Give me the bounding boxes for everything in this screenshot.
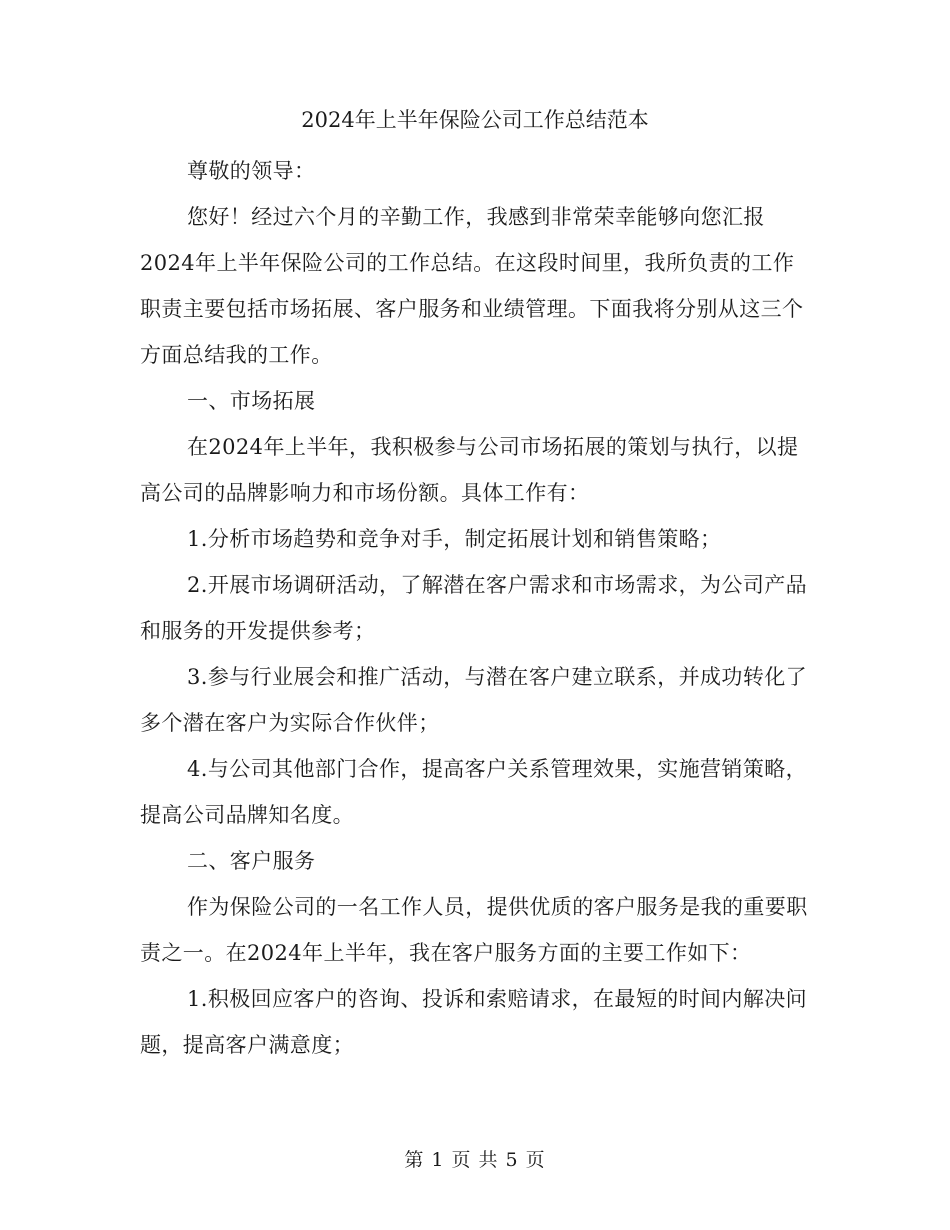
service-item-1: 1.积极回应客户的咨询、投诉和索赔请求，在最短的时间内解决问题，提高客户满意度； <box>140 987 808 1057</box>
page-number-footer: 第 1 页 共 5 页 <box>404 1149 546 1171</box>
service-paragraph: 作为保险公司的一名工作人员，提供优质的客户服务是我的重要职责之一。在2024年上半年，我在客户服务方面的主要工作如下： <box>140 895 808 965</box>
market-item-4: 4.与公司其他部门合作，提高客户关系管理效果，实施营销策略，提高公司品牌知名度。 <box>140 757 808 827</box>
market-paragraph: 在2024年上半年，我积极参与公司市场拓展的策划与执行，以提高公司的品牌影响力和市场份额。具体工作有： <box>140 435 799 505</box>
intro-paragraph: 您好！经过六个月的辛勤工作，我感到非常荣幸能够向您汇报2024年上半年保险公司的工作总结。在这段时间里，我所负责的工作职责主要包括市场拓展、客户服务和业绩管理。下面我将分别从这三个方面总结我的工作。 <box>140 205 804 367</box>
section-heading-service: 二、客户服务 <box>187 849 316 873</box>
section-heading-market: 一、市场拓展 <box>187 389 316 413</box>
salutation: 尊敬的领导： <box>187 159 316 183</box>
market-item-1: 1.分析市场趋势和竞争对手，制定拓展计划和销售策略； <box>187 527 722 551</box>
market-item-2: 2.开展市场调研活动，了解潜在客户需求和市场需求，为公司产品和服务的开发提供参考； <box>140 573 808 643</box>
document-title: 2024年上半年保险公司工作总结范本 <box>301 108 649 132</box>
market-item-3: 3.参与行业展会和推广活动，与潜在客户建立联系，并成功转化了多个潜在客户为实际合作伙伴； <box>140 665 808 735</box>
